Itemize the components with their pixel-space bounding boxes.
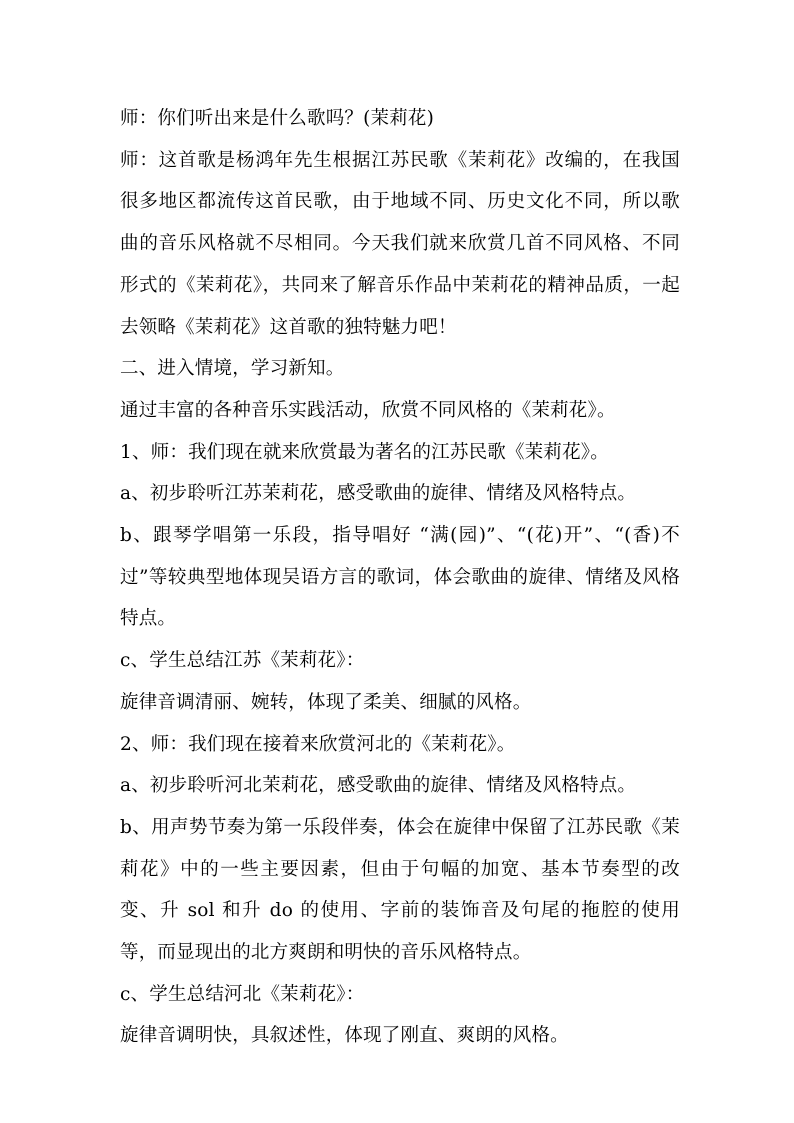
step-1-summary: 旋律音调清丽、婉转，体现了柔美、细腻的风格。: [120, 691, 532, 713]
step-2-heading: 2、师：我们现在接着来欣赏河北的《茉莉花》。: [120, 733, 516, 755]
section-heading-2: 二、进入情境，学习新知。: [120, 358, 345, 380]
document-body: [120, 98, 680, 1057]
step-1-item-a: a、初步聆听江苏茉莉花，感受歌曲的旋律、情绪及风格特点。: [120, 483, 637, 505]
step-1-item-b: b、跟琴学唱第一乐段，指导唱好 “满(园)”、“(花)开”、“(香)不过”等较典型地体现吴语方言的歌词，体会歌曲的旋律、情绪及风格特点。: [120, 525, 680, 630]
step-2-summary: 旋律音调明快，具叙述性，体现了刚直、爽朗的风格。: [120, 1025, 569, 1047]
step-1-heading: 1、师：我们现在就来欣赏最为著名的江苏民歌《茉莉花》。: [120, 441, 609, 463]
paragraph-intro: 师：这首歌是杨鸿年先生根据江苏民歌《茉莉花》改编的，在我国很多地区都流传这首民歌，由于地域不同、历史文化不同，所以歌曲的音乐风格就不尽相同。今天我们就来欣赏几首不同风格、不同形式的《茉莉花》，共同来了解音乐作品中茉莉花的精神品质，一起去领略《茉莉花》这首歌的独特魅力吧！: [120, 149, 680, 338]
step-2-item-c: c、学生总结河北《茉莉花》：: [120, 983, 365, 1005]
step-1-item-c: c、学生总结江苏《茉莉花》：: [120, 650, 365, 672]
paragraph-question: 师：你们听出来是什么歌吗？(茉莉花): [120, 108, 435, 129]
paragraph-overview: 通过丰富的各种音乐实践活动，欣赏不同风格的《茉莉花》。: [120, 399, 616, 421]
step-2-item-a: a、初步聆听河北茉莉花，感受歌曲的旋律、情绪及风格特点。: [120, 775, 637, 797]
step-2-item-b: b、用声势节奏为第一乐段伴奏，体会在旋律中保留了江苏民歌《茉莉花》中的一些主要因素，但由于句幅的加宽、基本节奏型的改变、升 sol 和升 do 的使用、字前的装饰音及句尾的拖腔的使用等，而显现出的北方爽朗和明快的音乐风格特点。: [120, 816, 680, 964]
